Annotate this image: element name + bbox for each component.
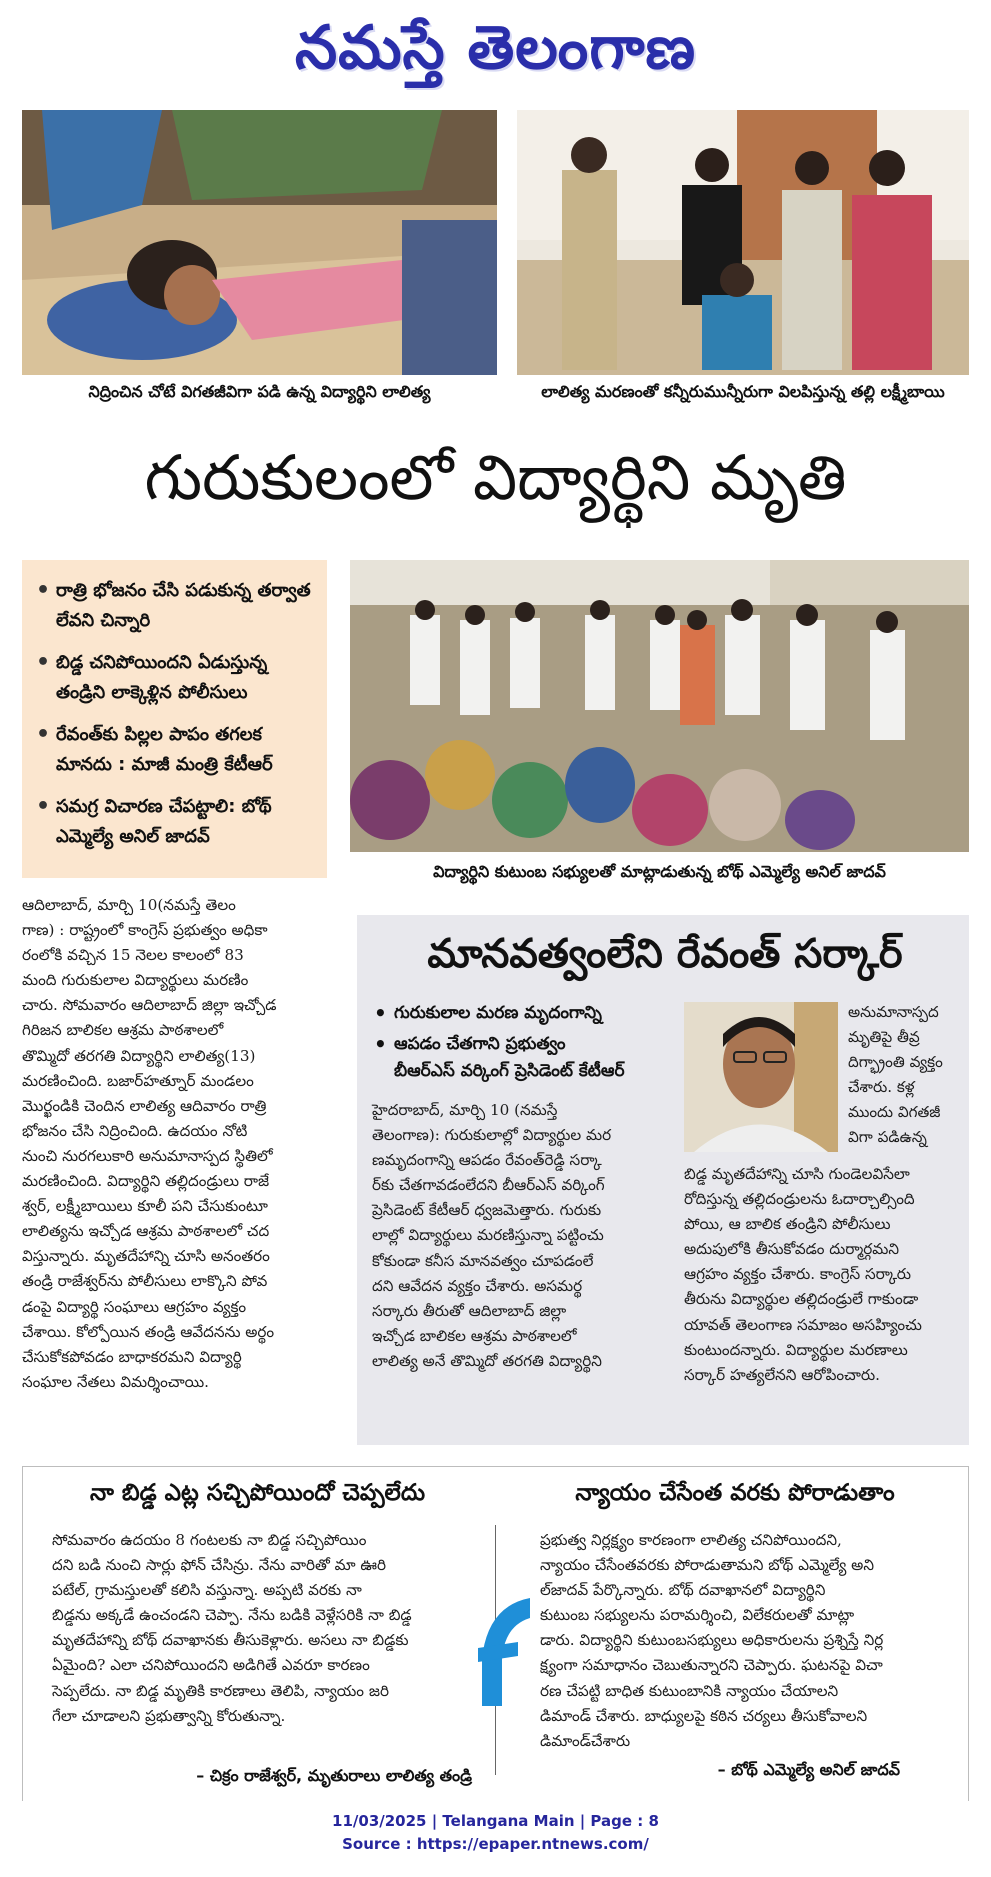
article-line: చేశారు. కళ్ల [848,1078,915,1097]
box-left-body [52,1528,472,1738]
article-line: రణ చేపట్టి బాధిత కుటుంబానికి న్యాయం చేయాలని [540,1681,839,1700]
article-line: నుంచి నురగలుకారి అనుమానాస్పద స్థితిలో [22,1146,273,1165]
article-line: లాలిత్యను ఇచ్చోడ ఆశ్రమ పాఠశాలలో చద [22,1222,270,1241]
photo-grieving-mother [517,110,969,375]
article-line: తెలంగాణ): గురుకులాల్లో విద్యార్థుల మర [372,1126,612,1145]
main-article-body [22,893,327,1453]
sub-bullet: • గురుకులాల మరణ మృదంగాన్ని [372,1000,672,1027]
article-line: మృతిపై తీవ్ర [848,1028,920,1047]
sub-article-right-column [684,1162,963,1437]
article-line: అదుపులోకి తీసుకోవడం దుర్మార్గమని [684,1240,900,1259]
sub-article-headline: మానవత్వంలేని రేవంత్ సర్కార్ [427,931,903,977]
box-right-title: న్యాయం చేసేంత వరకు పోరాడుతాం [575,1480,895,1506]
article-line: పటేల్, గ్రామస్తులతో కలిసి వస్తున్నా. అప్పటి వరకు నా [52,1581,362,1600]
article-line: బిడ్డను అక్కడే ఉంచండని చెప్పా. నేను బడికి వెళ్లేసరికి నా బిడ్డ [52,1606,412,1625]
highlight-item: • బిడ్డ చనిపోయిందని ఏడుస్తున్న తండ్రిని లాక్కెళ్లిన పోలీసులు [34,648,315,708]
article-line: డిమాండ్ చేశారు. బాధ్యులపై కఠిన చర్యలు తీసుకోవాలని [540,1706,868,1725]
footer-source-link[interactable]: Source : https://epaper.ntnews.com/ [342,1835,649,1853]
article-line: కుంటుందన్నారు. విద్యార్థుల మరణాలు [684,1340,908,1359]
article-line: మరణించింది. విద్యార్థిని తల్లిదండ్రులు రాజే [22,1172,270,1191]
article-line: మంది గురుకులాల విద్యార్థులు మరణిం [22,971,249,990]
article-line: కుటుంబ సభ్యులను పరామర్శించి, విలేకరులతో మాట్లా [540,1606,855,1625]
article-line: ర్‌కు చేతగావడంలేదని బీఆర్ఎస్ వర్కింగ్ [372,1176,605,1195]
caption-top-right: లాలిత్య మరణంతో కన్నీరుమున్నీరుగా విలపిస్తున్న తల్లి లక్ష్మీబాయి [541,382,945,401]
article-line: మృతదేహాన్ని బోథ్ దవాఖానకు తీసుకెళ్లారు. అసలు నా బిడ్డకు [52,1631,409,1650]
article-line: బిడ్డ మృతదేహాన్ని చూసి గుండెలవిసేలా [684,1165,910,1183]
box-right-body [540,1528,962,1758]
article-line: క్ష్యంగా సమాధానం చెబుతున్నారని చెప్పారు. ఘటనపై విచా [540,1656,883,1675]
article-line: దిగ్భ్రాంతి వ్యక్తం [848,1053,943,1072]
article-line: తండ్రి రాజేశ్వర్‌ను పోలీసులు లాక్కొని పోవ [22,1272,268,1291]
sub-article-bullets [372,1000,672,1095]
box-left-signature: – చిక్రం రాజేశ్వర్, మృతురాలు లాలిత్య తండ్రి [196,1766,472,1785]
highlights-box [22,560,327,878]
article-line: చేసుకోకపోవడం బాధాకరమని విద్యార్థి [22,1347,242,1366]
article-line: న్యాయం చేసేంతవరకు పోరాడుతామని బోథ్ ఎమ్మెల్యే అని [540,1556,874,1575]
highlight-item: • రేవంత్‌కు పిల్లల పాపం తగలక మానదు : మాజీ మంత్రి కేటీఆర్ [34,720,315,780]
highlight-item: • సమగ్ర విచారణ చేపట్టాలి: బోథ్ ఎమ్మెల్యే అనిల్ జాదవ్ [34,792,315,852]
article-line: ఇచ్చోడ బాలికల ఆశ్రమ పాఠశాలలో [372,1326,577,1345]
article-line: ఆదిలాబాద్, మార్చి 10(నమస్తే తెలం [22,896,236,914]
article-line: తీరును విద్యార్థుల తల్లిదండ్రులే గాకుండా [684,1290,919,1309]
article-line: యావత్ తెలంగాణ సమాజం అసహ్యించు [684,1315,922,1334]
box-left-title: నా బిడ్డ ఎట్ల సచ్చిపోయిందో చెప్పలేదు [89,1480,426,1506]
article-line: విస్తున్నారు. మృతదేహాన్ని చూసి అనంతరం [22,1247,270,1266]
photo-mla-with-family [350,560,969,852]
article-line: సర్కారు తీరుతో ఆదిలాబాద్ జిల్లా [372,1301,567,1320]
article-line: డిమాండ్‌చేశారు [540,1731,631,1750]
article-line: ఆగ్రహం వ్యక్తం చేశారు. కాంగ్రెస్ సర్కారు [684,1265,911,1284]
article-line: సర్కార్ హత్యలేనని ఆరోపించారు. [684,1365,880,1384]
article-line: గిరిజన బాలికల ఆశ్రమ పాఠశాలలో [22,1021,224,1040]
article-line: పోయి, ఆ బాలిక తండ్రిని పోలీసులు [684,1215,891,1234]
masthead-logo: నమస్తే తెలంగాణ [294,13,697,83]
photo-student-lying [22,110,497,375]
article-line: విగా పడిఉన్న [848,1128,927,1147]
caption-middle: విద్యార్థిని కుటుంబ సభ్యులతో మాట్లాడుతున్న బోథ్ ఎమ్మెల్యే అనిల్ జాదవ్ [433,862,886,881]
article-line: భోజనం చేసి నిద్రించింది. ఉదయం నోటి [22,1121,248,1140]
article-line: రోదిస్తున్న తల్లిదండ్రులను ఓదార్చాల్సింది [684,1190,915,1209]
article-line: మరణించింది. బజార్‌హత్నూర్ మండలం [22,1071,254,1090]
article-line: శ్వర్, లక్ష్మీబాయిలు కూలీ పని చేసుకుంటూ [22,1197,268,1216]
sub-article-right-narrow [848,1000,963,1155]
footer-date-page: 11/03/2025 | Telangana Main | Page : 8 [332,1812,659,1830]
article-line: సంఘాల నేతలు విమర్శించాయి. [22,1372,209,1391]
article-line: సోమవారం ఉదయం 8 గంటలకు నా బిడ్డ సచ్చిపోయిం [52,1531,367,1549]
footer [0,1810,991,1870]
caption-top-left: నిద్రించిన చోటే విగతజీవిగా పడి ఉన్న విద్యార్థిని లాలిత్య [88,382,431,401]
article-line: మొర్ఖండికి చెందిన లాలిత్య ఆదివారం రాత్రి [22,1096,267,1115]
article-line: కోకుండా కనీస మానవత్వం చూపడంలే [372,1251,594,1270]
article-line: లాల్లో విద్యార్థులు మరణిస్తున్నా పట్టించు [372,1226,604,1245]
article-line: ప్రభుత్వ నిర్లక్ష్యం కారణంగా లాలిత్య చనిపోయిందని, [540,1531,842,1549]
article-line: తొమ్మిదో తరగతి విద్యార్థిని లాలిత్య(13) [22,1046,256,1065]
article-line: సెప్పలేదు. నా బిడ్డ మృతికి కారణాలు తెలిపి, న్యాయం జరి [52,1681,389,1700]
masthead [0,0,991,110]
article-line: ణమృదంగాన్ని ఆపడం రేవంత్‌రెడ్డి సర్కా [372,1151,602,1170]
article-line: లాలిత్య అనే తొమ్మిదో తరగతి విద్యార్థిని [372,1351,602,1370]
article-line: గాణ) : రాష్ట్రంలో కాంగ్రెస్ ప్రభుత్వం అధికా [22,921,268,940]
article-line: హైదరాబాద్, మార్చి 10 (నమస్తే [372,1101,558,1119]
article-line: ఏమైంది? ఎలా చనిపోయిందని అడిగితే ఎవరూ కారణం [52,1656,370,1675]
headline: గురుకులంలో విద్యార్థిని మృతి [144,441,847,514]
article-line: చేశాయి. కోల్పోయిన తండ్రి ఆవేదనను అర్థం [22,1322,275,1341]
article-line: ముందు విగతజీ [848,1103,941,1122]
article-line: ల్‌జాదవ్ పేర్కొన్నారు. బోథ్ దవాఖానలో విద్యార్థిని [540,1581,826,1600]
box-right-signature: – బోథ్ ఎమ్మెల్యే అనిల్ జాదవ్ [717,1760,900,1779]
highlight-item: • రాత్రి భోజనం చేసి పడుకున్న తర్వాత లేవని చిన్నారి [34,576,315,636]
photo-ktr-portrait [684,1002,838,1152]
article-line: డారు. విద్యార్థిని కుటుంబసభ్యులు అధికారులను ప్రశ్నిస్తే నిర్ల [540,1631,884,1650]
article-line: అనుమానాస్పద [848,1003,939,1021]
article-line: డంపై విద్యార్థి సంఘాలు ఆగ్రహం వ్యక్తం [22,1297,247,1316]
sub-bullet: • ఆపడం చేతగాని ప్రభుత్వం బీఆర్ఎస్ వర్కింగ్ ప్రెసిడెంట్ కేటీఆర్ [372,1031,672,1085]
article-line: ప్రెసిడెంట్ కేటీఆర్ ధ్వజమెత్తారు. గురుకు [372,1201,602,1220]
article-line: చారు. సోమవారం ఆదిలాబాద్ జిల్లా ఇచ్చోడ [22,996,277,1015]
article-line: రంలోకి వచ్చిన 15 నెలల కాలంలో 83 [22,946,244,965]
article-line: దని ఆవేదన వ్యక్తం చేశారు. అసమర్థ [372,1276,583,1295]
decorative-mark-icon [478,1598,530,1706]
article-line: గేలా చూడాలని ప్రభుత్వాన్ని కోరుతున్నా. [52,1706,286,1725]
article-line: దని బడి నుంచి సార్లు ఫోన్ చేసిన్రు. నేను వారితో మా ఊరి [52,1556,387,1575]
sub-article-left-column [372,1098,672,1438]
